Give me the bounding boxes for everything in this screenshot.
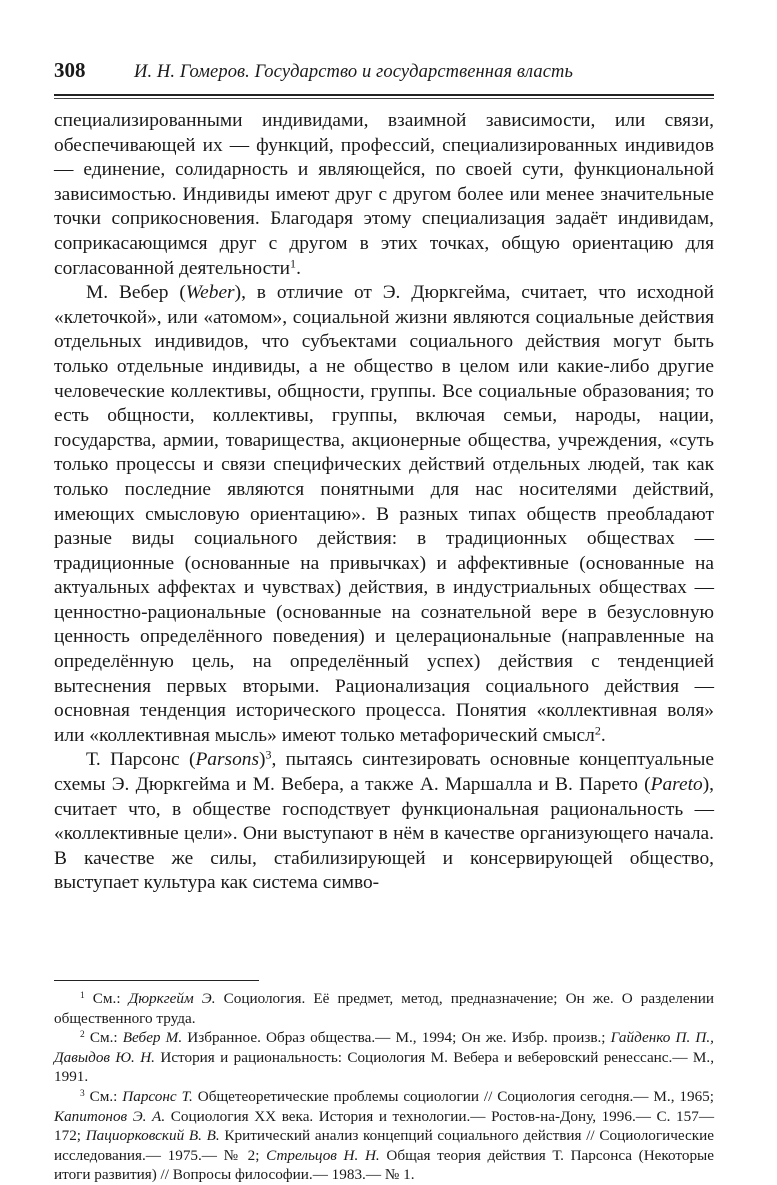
footnote-ref-1: 1 <box>290 255 297 270</box>
paragraph-3: Т. Парсонс (Parsons)$^3$, пытаясь синтезировать основные концептуальные схемы Э. Дюркгейма и М. Вебера, а также А. Маршалла и В. Парето (Pareto), считает что, в обществе господствует функциональная рациональность — «коллективные цели». Они выступают в нём в качестве организующего начала. В качестве же силы, стабилизирующей и консервирующей общество, выступает культура как система симво- <box>54 747 714 894</box>
footnote-ref-2: 2 <box>594 723 601 738</box>
footnote-3: $^3$ См.: Парсонс Т. Общетеоретические проблемы социологии // Социология сегодня.— М., 1965; Капитонов Э. А. Социология XX века. История и технологии.— Ростов-на-Дону, 1996.— С. 157—172; Пациорковский В. В. Критический анализ концепций социального действия // Социологические исследования.— 1975.— № 2; Стрельцов Н. Н. Общая теория действия Т. Парсонса (Некоторые итоги развития) // Вопросы философии.— 1983.— № 1. <box>54 1087 714 1184</box>
paragraph-2: М. Вебер (Weber), в отличие от Э. Дюркгейма, считает, что исходной «клеточкой», или «атомом», социальной жизни являются социальные действия отдельных индивидов, что субъектами социального действия могут быть только отдельные индивиды, а не общество в целом или какие-либо другие человеческие коллективы, общности, группы. Все социальные образования; то есть общности, коллективы, группы, включая семьи, народы, нации, государства, армии, товарищества, акционерные общества, учреждения, «суть только процессы и связи специфических действий отдельных людей, так как только последние являются понятными для нас носителями действий, имеющих смысловую ориентацию». В разных типах обществ преобладают разные виды социального действия: в традиционных обществах — традиционные (основанные на привычках) и аффективные (основанные на актуальных аффектах и чувствах) действия, в индустриальных обществах — ценностно-рациональные (основанные на сознательной вере в безусловную ценность определённого поведения) и целерациональные (направленные на определённую цель, на определённый успех) действия с тенденцией вытеснения первых вторыми. Рационализация социального действия — основная тенденция исторического процесса. Понятия «коллективная воля» или «коллективная мысль» имеют только метафорический смысл$^2$. <box>54 282 714 746</box>
page-header <box>54 58 714 86</box>
header-rule <box>54 94 714 99</box>
footnote-2: $^2$ См.: Вебер М. Избранное. Образ общества.— М., 1994; Он же. Избр. произв.; Гайденко П. П., Давыдов Ю. Н. История и рациональность: Социология М. Вебера и веберовский ренессанс.— М., 1991. <box>54 1029 714 1086</box>
latin-name-parsons: Parsons <box>195 749 260 771</box>
footnotes <box>54 989 714 1185</box>
page-number: 308 <box>54 58 86 82</box>
footnote-ref-3: 3 <box>265 747 272 762</box>
latin-name-weber: Weber <box>185 282 235 304</box>
running-title: И. Н. Гомеров. Государство и государственная власть <box>134 62 574 82</box>
footnote-rule <box>54 980 259 981</box>
paragraph-1: специализированными индивидами, взаимной зависимости, или связи, обеспечивающей их — функций, профессий, специализированных индивидов — единение, солидарность и являющейся, по своей сути, функциональной зависимостью. Индивиды имеют друг с другом более или менее значительные точки соприкосновения. Благодаря этому специализация задаёт индивидам, соприкасающимся друг с другом в этих точках, общую ориентацию для согласованной деятельности$^1$. <box>54 110 714 279</box>
main-text <box>54 109 714 896</box>
latin-name-pareto: Pareto <box>650 774 703 796</box>
book-page <box>54 58 714 1185</box>
footnote-1: $^1$ См.: Дюркгейм Э. Социология. Её предмет, метод, предназначение; Он же. О разделении общественного труда. <box>54 990 714 1027</box>
